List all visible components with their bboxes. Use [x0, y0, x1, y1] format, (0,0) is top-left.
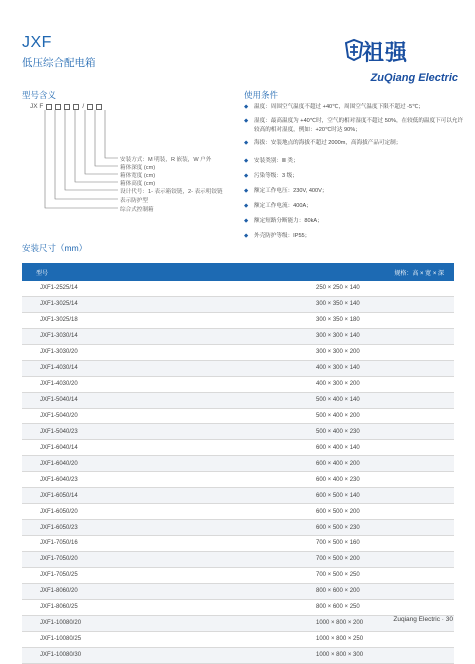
tree-label: 安装方式：M 明装，R 嵌装，W 户外 [120, 157, 212, 163]
tree-label: 箱体深度 (cm) [120, 165, 156, 171]
dims-cell: 600 × 500 × 140 [316, 492, 360, 499]
dims-cell: 250 × 250 × 140 [316, 285, 360, 292]
brand-name-en: ZuQiang Electric [370, 72, 458, 84]
model-cell: JXF1-5040/20 [40, 412, 78, 419]
sizes-table [22, 263, 454, 664]
doc-title: JXF [22, 34, 52, 51]
model-cell: JXF1-6050/23 [40, 524, 78, 531]
model-cell: JXF1-4030/20 [40, 381, 78, 388]
dims-cell: 600 × 400 × 140 [316, 444, 360, 451]
dims-cell: 600 × 500 × 230 [316, 524, 360, 531]
brand-name-cn: 祖强 [362, 41, 409, 66]
tree-label: 设计代号：1- 表示箱铰链，2- 表示明铰链 [120, 189, 223, 195]
dims-cell: 700 × 500 × 250 [316, 572, 360, 579]
table-row [22, 329, 454, 345]
dims-cell: 700 × 500 × 200 [316, 556, 360, 563]
dims-cell: 500 × 400 × 200 [316, 412, 360, 419]
dims-cell: 600 × 400 × 200 [316, 460, 360, 467]
model-code-prefix: JX F [30, 103, 44, 110]
dims-cell: 700 × 500 × 160 [316, 540, 360, 547]
code-box [55, 104, 61, 110]
table-row [22, 424, 454, 440]
dims-cell: 1000 × 800 × 200 [316, 620, 364, 627]
model-code-tree [34, 110, 234, 220]
model-cell: JXF1-8060/25 [40, 604, 78, 611]
diamond-bullet-icon: ◆ [244, 173, 249, 179]
model-cell: JXF1-3025/14 [40, 301, 78, 308]
table-row [22, 456, 454, 472]
table-row [22, 648, 454, 664]
model-cell: JXF1-5040/14 [40, 397, 78, 404]
table-row [22, 472, 454, 488]
model-cell: JXF1-7050/16 [40, 540, 78, 547]
col-model-header: 型号 [36, 270, 49, 277]
dims-cell: 400 × 300 × 140 [316, 365, 360, 372]
table-row [22, 297, 454, 313]
tree-label: 箱体高度 (cm) [120, 181, 156, 187]
model-cell: JXF1-2525/14 [40, 285, 78, 292]
table-row [22, 504, 454, 520]
sizes-heading: 安装尺寸（mm） [22, 243, 88, 253]
table-row [22, 488, 454, 504]
dims-cell: 1000 × 800 × 300 [316, 652, 364, 659]
table-row [22, 313, 454, 329]
table-row [22, 345, 454, 361]
condition-item: ◆ 污染等级：3 级； [244, 173, 298, 179]
model-cell: JXF1-10080/25 [40, 636, 82, 643]
table-row [22, 536, 454, 552]
table-row [22, 361, 454, 377]
dims-cell: 1000 × 800 × 250 [316, 636, 364, 643]
page-footer: Zuqiang Electric · 30 [393, 616, 453, 623]
diamond-bullet-icon: ◆ [244, 104, 249, 110]
model-cell: JXF1-8060/20 [40, 588, 78, 595]
dims-cell: 600 × 500 × 200 [316, 508, 360, 515]
model-cell: JXF1-10080/30 [40, 652, 82, 659]
condition-item: ◆ 额定短路分断能力：80kA； [244, 218, 323, 224]
dims-cell: 300 × 350 × 140 [316, 301, 360, 308]
diamond-bullet-icon: ◆ [244, 203, 249, 209]
model-cell: JXF1-5040/23 [40, 428, 78, 435]
model-cell: JXF1-4030/14 [40, 365, 78, 372]
model-code-sep: / [82, 103, 85, 110]
model-cell: JXF1-7050/20 [40, 556, 78, 563]
tree-label: 表示防护型 [120, 198, 148, 204]
condition-item: ◆ 安装类别：Ⅲ 类； [244, 158, 299, 164]
table-row [22, 568, 454, 584]
model-code [30, 103, 102, 110]
diamond-bullet-icon: ◆ [244, 233, 249, 239]
code-box [96, 104, 102, 110]
conditions-heading: 使用条件 [244, 90, 279, 100]
dims-cell: 300 × 350 × 180 [316, 317, 360, 324]
dims-cell: 800 × 600 × 200 [316, 588, 360, 595]
table-row [22, 393, 454, 409]
table-row [22, 584, 454, 600]
diamond-bullet-icon: ◆ [244, 158, 249, 164]
tree-label: 综合式控制箱 [120, 207, 154, 213]
model-cell: JXF1-10080/20 [40, 620, 82, 627]
model-cell: JXF1-6040/14 [40, 444, 78, 451]
condition-item: ◆ 额定工作电流：400A； [244, 203, 312, 209]
model-cell: JXF1-3025/18 [40, 317, 78, 324]
table-row [22, 281, 454, 297]
model-cell: JXF1-6040/23 [40, 476, 78, 483]
model-cell: JXF1-3030/14 [40, 333, 78, 340]
model-cell: JXF1-6040/20 [40, 460, 78, 467]
diamond-bullet-icon: ◆ [244, 140, 249, 146]
table-row [22, 440, 454, 456]
diamond-bullet-icon: ◆ [244, 118, 249, 124]
model-cell: JXF1-7050/25 [40, 572, 78, 579]
condition-item: ◆ 外壳防护等级：IP55； [244, 233, 311, 239]
model-cell: JXF1-3030/20 [40, 349, 78, 356]
dims-cell: 500 × 400 × 230 [316, 428, 360, 435]
col-dims-header: 规格：高 × 宽 × 深 [394, 270, 444, 277]
table-header [22, 263, 454, 281]
model-cell: JXF1-6050/14 [40, 492, 78, 499]
code-box [64, 104, 70, 110]
code-box [46, 104, 52, 110]
brand-logo [340, 36, 458, 92]
condition-item: ◆ 额定工作电压：230V, 400V； [244, 188, 328, 194]
model-cell: JXF1-6050/20 [40, 508, 78, 515]
condition-item: ◆ 湿度：最高温度为 +40℃时，空气的相对湿度不超过 50%，在较低的温度下可以允许较高的相对湿度，例如：+20℃时达 90%； [244, 118, 464, 133]
code-box [73, 104, 79, 110]
table-row [22, 409, 454, 425]
dims-cell: 800 × 600 × 250 [316, 604, 360, 611]
dims-cell: 600 × 400 × 230 [316, 476, 360, 483]
table-row [22, 632, 454, 648]
diamond-bullet-icon: ◆ [244, 188, 249, 194]
table-row [22, 600, 454, 616]
condition-item: ◆ 海拔：安装地点的海拔不超过 2000m，高海拔产品可定制； [244, 140, 402, 146]
condition-item: ◆ 温度：周围空气温度不超过 +40℃，周围空气温度下限不超过 -5℃； [244, 104, 424, 110]
dims-cell: 300 × 300 × 200 [316, 349, 360, 356]
table-body [22, 281, 454, 664]
brand-mark-icon [344, 39, 364, 61]
table-row [22, 377, 454, 393]
dims-cell: 500 × 400 × 140 [316, 397, 360, 404]
tree-label: 箱体宽度 (cm) [120, 173, 156, 179]
doc-subtitle: 低压综合配电箱 [22, 57, 96, 69]
dims-cell: 300 × 300 × 140 [316, 333, 360, 340]
table-row [22, 552, 454, 568]
table-row [22, 520, 454, 536]
model-meaning-heading: 型号含义 [22, 90, 57, 100]
code-box [87, 104, 93, 110]
table-row [22, 616, 454, 632]
diamond-bullet-icon: ◆ [244, 218, 249, 224]
dims-cell: 400 × 300 × 200 [316, 381, 360, 388]
